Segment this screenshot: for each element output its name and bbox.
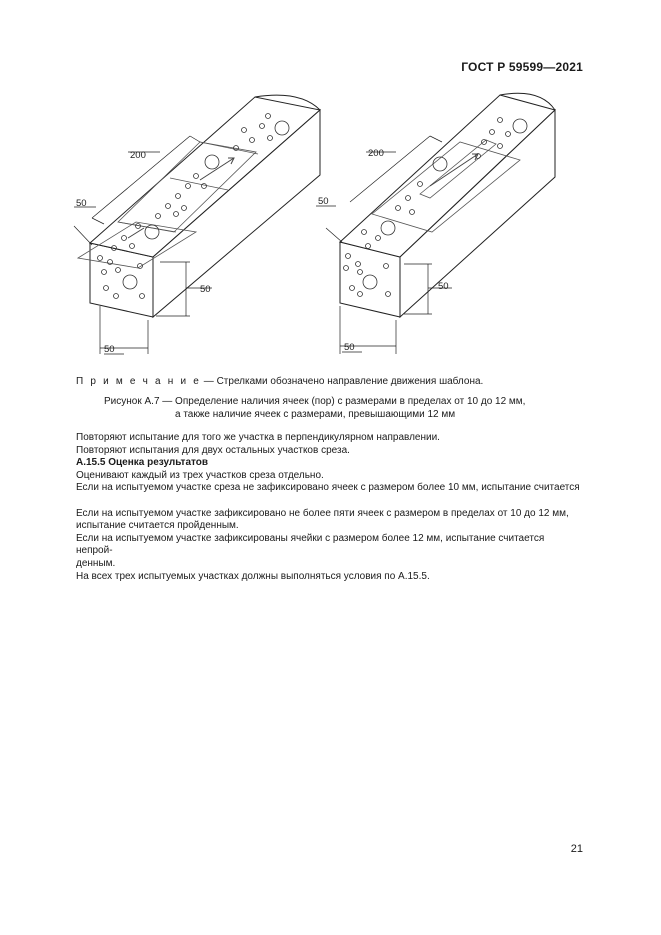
caption-line-2: а также наличие ячеек с размерами, превышающими 12 мм [175, 408, 456, 420]
dim-50-left-top: 50 [76, 198, 87, 209]
dim-200-left: 200 [130, 150, 146, 161]
dim-50-left-side: 50 [200, 284, 211, 295]
note-text: — Стрелками обозначено направление движения шаблона. [201, 376, 484, 387]
body-text [76, 432, 583, 583]
paragraph: Повторяют испытания для двух остальных участков среза. [76, 444, 350, 456]
dim-200-right: 200 [368, 148, 384, 159]
paragraph: Повторяют испытание для того же участка в перпендикулярном направлении. [76, 432, 440, 443]
figure-a7 [0, 84, 661, 364]
dim-50-right-top: 50 [318, 196, 329, 207]
paragraph: На всех трех испытуемых участках должны выполняться условия по А.15.5. [76, 570, 430, 582]
paragraph: Если на испытуемом участке зафиксированы ячейки с размером более 12 мм, испытание считается непрой- [76, 532, 545, 557]
paragraph-continuation [0, 495, 583, 508]
figure-caption [104, 396, 525, 421]
figure-note [76, 376, 483, 387]
left-specimen [74, 95, 320, 354]
dim-50-left-bottom: 50 [104, 344, 115, 355]
paragraph-continuation: испытание считается пройденным. [76, 520, 239, 532]
right-specimen [316, 93, 555, 354]
paragraph: Если на испытуемом участке зафиксировано не более пяти ячеек с размером в пределах от 10 до 12 мм, [76, 507, 569, 519]
document-number: ГОСТ Р 59599—2021 [461, 60, 583, 74]
section-heading: А.15.5 Оценка результатов [76, 457, 209, 469]
caption-line-1: Рисунок А.7 — Определение наличия ячеек (пор) с размерами в пределах от 10 до 12 мм, [104, 396, 526, 407]
paragraph-continuation: денным. [76, 557, 116, 569]
paragraph: Если на испытуемом участке среза не зафиксировано ячеек с размером более 10 мм, испытание считается [76, 482, 580, 494]
page-number: 21 [570, 843, 583, 855]
note-label: П р и м е ч а н и е [76, 376, 202, 387]
dim-50-right-bottom: 50 [344, 342, 355, 353]
paragraph: Оценивают каждый из трех участков среза отдельно. [76, 469, 324, 481]
dim-50-right-side: 50 [438, 281, 449, 292]
